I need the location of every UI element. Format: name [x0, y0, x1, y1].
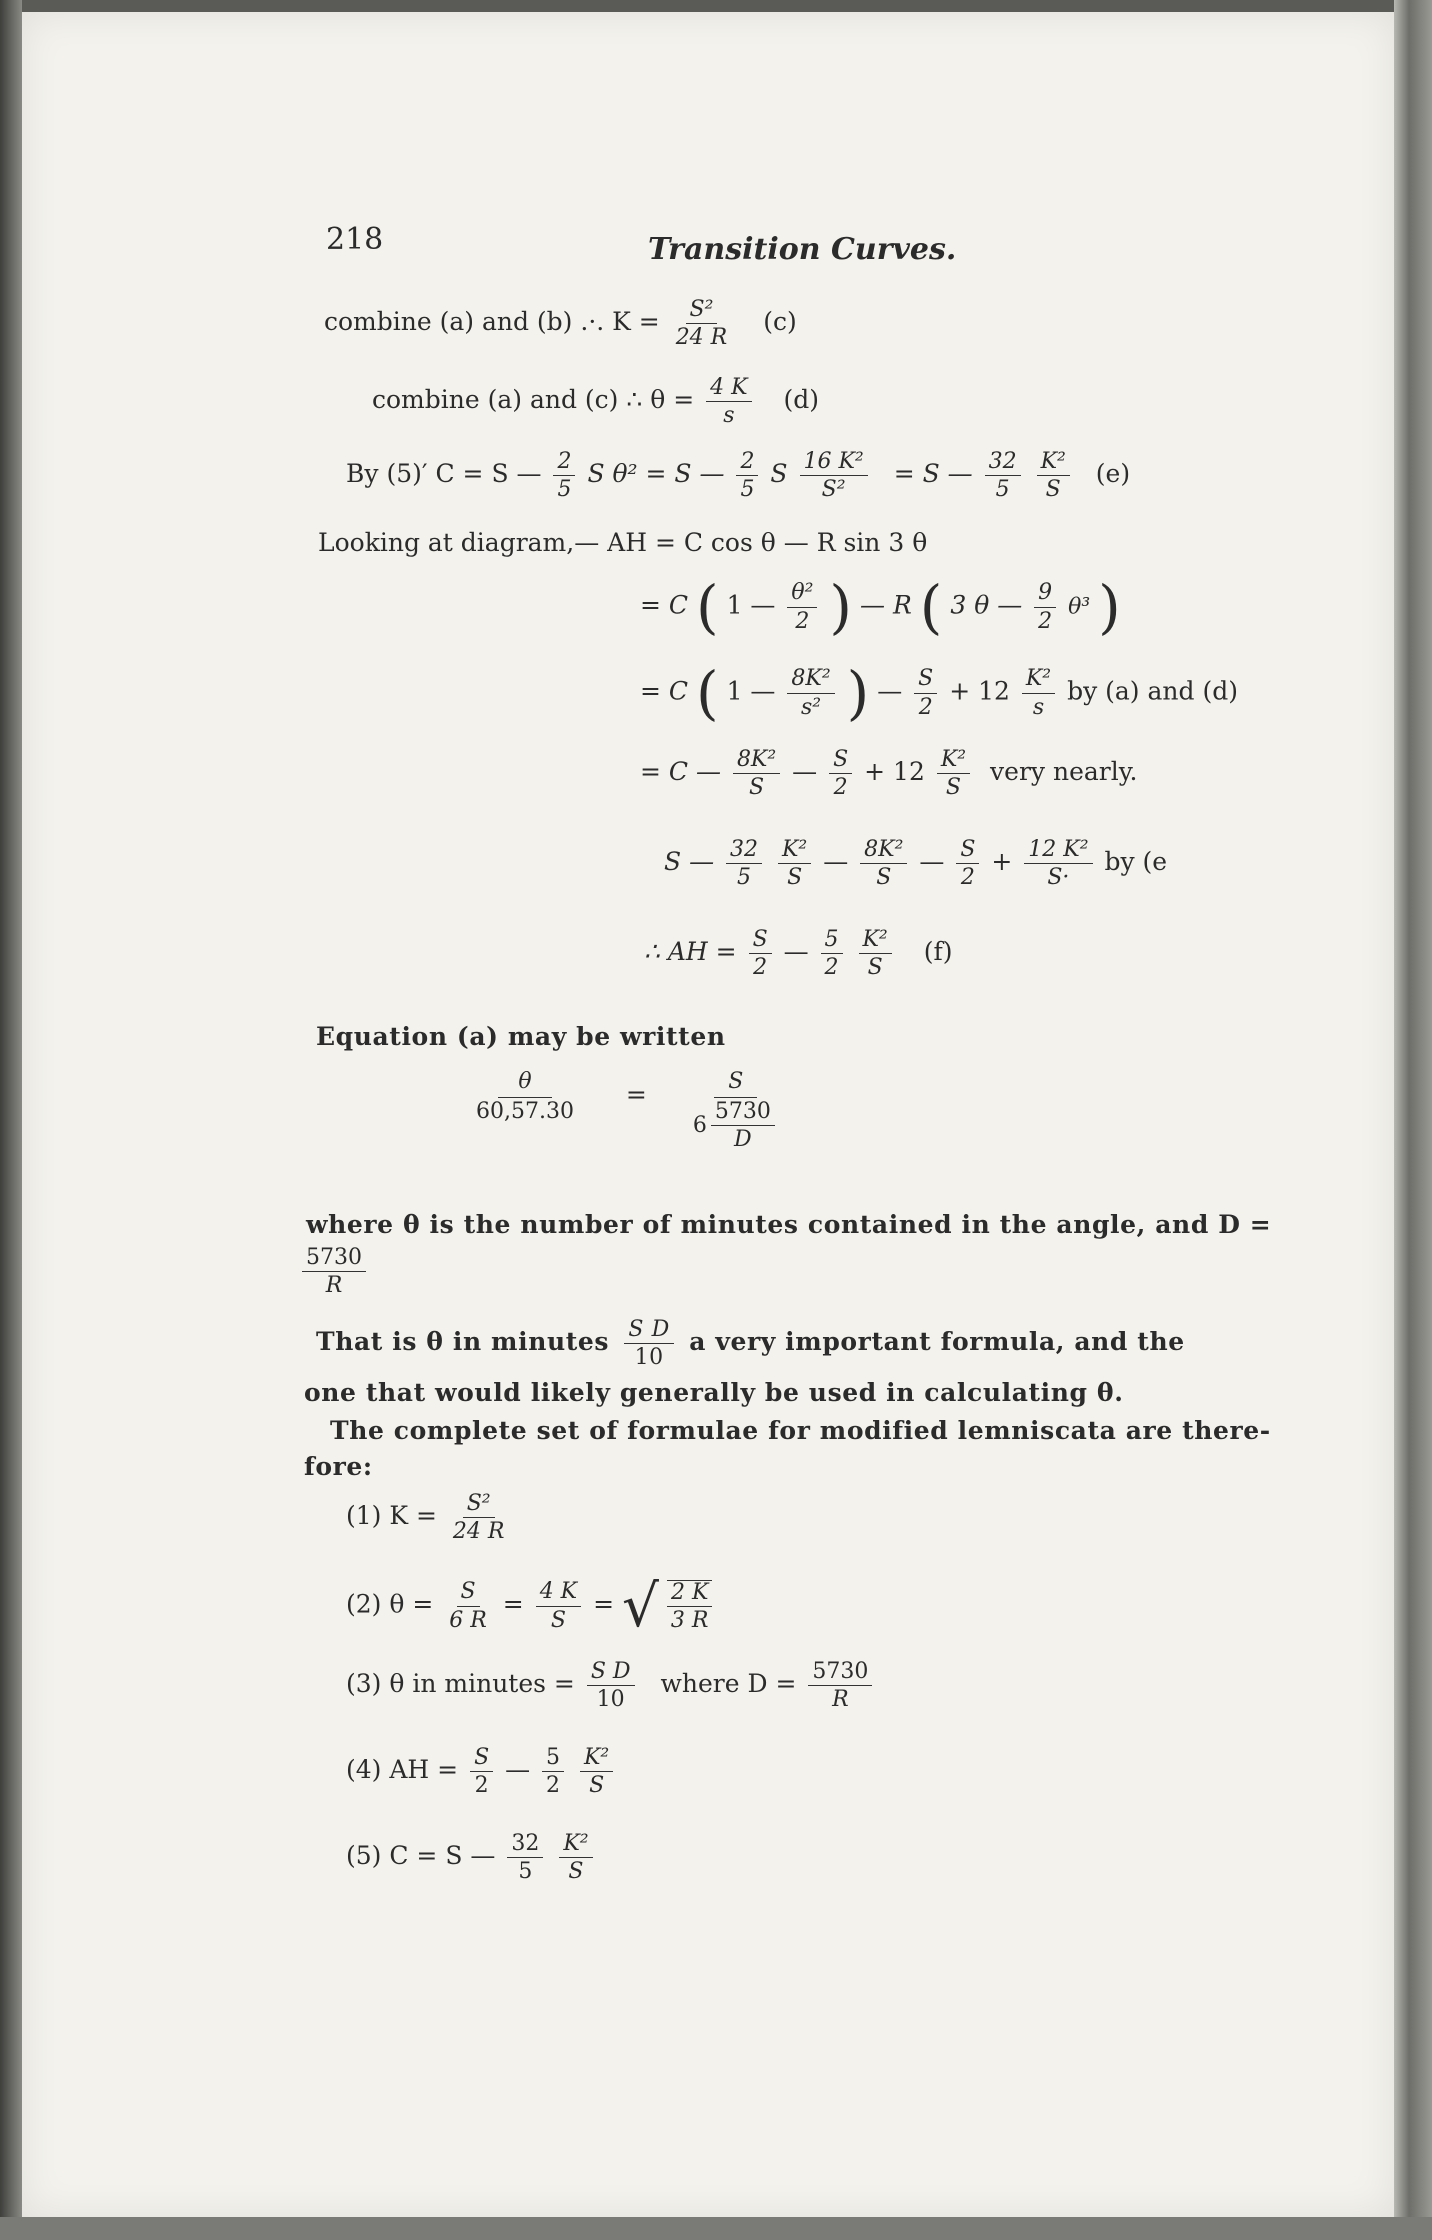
- fraction-numerator: S: [914, 667, 937, 693]
- paren: ): [846, 659, 870, 727]
- equation-minutes: [468, 1070, 787, 1151]
- equation-text: =: [593, 1589, 615, 1619]
- equation-tag: (e): [1095, 459, 1131, 489]
- equation-d: [372, 376, 819, 427]
- fraction-denominator: 2: [918, 694, 933, 720]
- fraction-numerator: 12 K²: [1024, 838, 1092, 864]
- fraction-denominator: S: [787, 865, 803, 891]
- fraction-denominator: 60,57.30: [476, 1099, 574, 1125]
- paragraph-complete: The complete set of formulae for modified lemniscata are there-: [330, 1416, 1271, 1445]
- fraction-numerator: 4 K: [536, 1580, 581, 1606]
- fraction-numerator: 32: [726, 838, 762, 864]
- text: a very important formula, and the: [689, 1327, 1185, 1357]
- fraction-numerator: S D: [624, 1318, 674, 1344]
- equation-text: By (5)′ C = S —: [346, 459, 542, 489]
- fraction-numerator: 5730: [808, 1660, 872, 1686]
- fraction-numerator: K²: [559, 1832, 592, 1858]
- fraction-denominator: 6 R: [449, 1607, 487, 1633]
- fraction-denominator: 24 R: [452, 1519, 505, 1545]
- equation-text: ∴ AH =: [644, 937, 737, 967]
- fraction-numerator: S: [470, 1746, 493, 1772]
- fraction-denominator: 10: [596, 1687, 625, 1713]
- fraction-numerator: 5: [542, 1746, 564, 1772]
- fraction-numerator: 5: [821, 928, 843, 954]
- fraction-denominator: D: [734, 1127, 752, 1153]
- equation-text: —: [792, 757, 818, 787]
- fraction-denominator: 2: [753, 955, 768, 981]
- fraction-denominator: 2: [795, 608, 810, 634]
- equation-text: = C: [640, 590, 689, 620]
- fraction-denominator: 2: [833, 775, 848, 801]
- equation-f: [644, 928, 952, 979]
- equation-text: combine (a) and (b) .·. K =: [324, 307, 660, 337]
- fraction-denominator: S: [568, 1859, 584, 1885]
- fraction-numerator: 2: [553, 450, 575, 476]
- equation-text: —: [877, 676, 903, 706]
- fraction-numerator: 2: [736, 450, 758, 476]
- equation-text: —: [783, 937, 809, 967]
- equation-text: S: [770, 459, 788, 489]
- equation-note: by (e: [1104, 847, 1168, 877]
- equation-text: 1 —: [726, 590, 776, 620]
- where-fraction: [302, 1246, 366, 1297]
- equation-text: S θ² = S —: [587, 459, 725, 489]
- fraction-denominator: S: [867, 955, 883, 981]
- paragraph-complete-cont: fore:: [304, 1452, 373, 1481]
- fraction-denominator: 5: [518, 1859, 533, 1885]
- fraction-denominator: 2: [474, 1773, 489, 1799]
- fraction-numerator: K²: [1037, 450, 1070, 476]
- formula-1: [346, 1492, 512, 1543]
- equation-tag: (d): [783, 385, 820, 415]
- fraction-numerator: K²: [580, 1746, 613, 1772]
- fraction-numerator: S: [714, 1070, 757, 1098]
- paren: (: [919, 573, 943, 641]
- equation-note: by (a) and (d): [1067, 676, 1238, 706]
- fraction-numerator: 8K²: [733, 748, 780, 774]
- equation-tag: (c): [763, 307, 797, 337]
- expansion-line-2: [640, 659, 1238, 727]
- fraction-denominator: 5: [995, 477, 1010, 503]
- equation-text: 3 θ —: [950, 590, 1023, 620]
- fraction-denominator: 5: [737, 865, 752, 891]
- formula-4: [346, 1746, 617, 1797]
- formula-lead: (5) C = S —: [346, 1841, 496, 1871]
- fraction-denominator: s: [1032, 694, 1045, 720]
- fraction-denominator: S: [749, 775, 765, 801]
- fraction-numerator: 4 K: [706, 376, 751, 402]
- fraction-numerator: S²: [463, 1492, 495, 1518]
- formula-lead: (2) θ =: [346, 1589, 434, 1619]
- equation-text: = S —: [893, 459, 973, 489]
- fraction-denominator: 2: [546, 1773, 561, 1799]
- equation-text: = C: [640, 676, 689, 706]
- expansion-line-3: [640, 748, 1137, 799]
- fraction-numerator: S: [829, 748, 852, 774]
- equation-text: =: [502, 1589, 524, 1619]
- fraction-denominator: 10: [634, 1345, 664, 1371]
- equation-text: =: [625, 1080, 647, 1110]
- equation-text: = C —: [640, 757, 721, 787]
- formula-lead: (1) K =: [346, 1501, 437, 1531]
- running-title: Transition Curves.: [648, 232, 957, 267]
- fraction-numerator: 32: [507, 1832, 543, 1858]
- fraction-denominator: 2: [824, 955, 839, 981]
- equation-text: θ³: [1068, 594, 1091, 620]
- fraction-denominator: s²: [800, 694, 822, 720]
- fraction-denominator: 5: [557, 477, 572, 503]
- formula-2: [346, 1572, 716, 1640]
- equation-text: S —: [664, 847, 715, 877]
- fraction-numerator: S D: [587, 1660, 635, 1686]
- paren: (: [695, 659, 719, 727]
- fraction-numerator: 2 K: [667, 1580, 712, 1607]
- radical-icon: √: [621, 1572, 659, 1640]
- fraction-denominator: S·: [1047, 865, 1070, 891]
- fraction-numerator: 8K²: [787, 667, 834, 693]
- fraction-numerator: θ²: [787, 581, 817, 607]
- equation-tag: (f): [923, 937, 953, 967]
- paren: (: [695, 573, 719, 641]
- fraction-numerator: K²: [859, 928, 892, 954]
- formula-5: [346, 1832, 597, 1883]
- formula-lead: (3) θ in minutes =: [346, 1669, 575, 1699]
- equation-note: very nearly.: [990, 757, 1138, 787]
- fraction-numerator: θ: [498, 1070, 551, 1098]
- equation-text: + 12: [864, 757, 925, 787]
- fraction-numerator: K²: [1022, 667, 1055, 693]
- fraction-denominator: S: [589, 1773, 605, 1799]
- diagram-line: Looking at diagram,— AH = C cos θ — R sin 3 θ: [318, 528, 928, 557]
- fraction-denominator: R: [832, 1687, 849, 1713]
- fraction-denominator: S: [876, 865, 892, 891]
- scan-edge-left: [0, 0, 22, 2240]
- fraction-denominator: R: [325, 1273, 343, 1299]
- fraction-denominator: 5: [740, 477, 755, 503]
- denominator-coefficient: 6: [692, 1113, 707, 1139]
- fraction-denominator: s: [723, 403, 735, 429]
- equation-text: — R: [860, 590, 912, 620]
- fraction-numerator: S²: [686, 298, 718, 324]
- equation-text: —: [823, 847, 849, 877]
- formula-lead: (4) AH =: [346, 1755, 459, 1785]
- fraction-denominator: [689, 1098, 783, 1151]
- fraction-numerator: S: [749, 928, 772, 954]
- equation-text: —: [505, 1755, 531, 1785]
- paragraph-where: where θ is the number of minutes contained in the angle, and D =: [306, 1210, 1272, 1239]
- fraction-numerator: 8K²: [860, 838, 907, 864]
- equation-text: +: [991, 847, 1013, 877]
- equation-c: [324, 298, 797, 349]
- formula-3: [346, 1660, 876, 1711]
- page-number: 218: [326, 222, 384, 257]
- paragraph-that-is: [316, 1318, 1185, 1369]
- equation-text: + 12: [949, 676, 1010, 706]
- fraction-denominator: 2: [1038, 608, 1053, 634]
- fraction-denominator: S: [1045, 477, 1061, 503]
- fraction-numerator: 5730: [711, 1100, 775, 1126]
- expansion-line-4: [664, 838, 1167, 889]
- equation-text: 1 —: [726, 676, 776, 706]
- fraction-numerator: S: [956, 838, 979, 864]
- paren: ): [1098, 573, 1121, 641]
- fraction-numerator: 5730: [302, 1246, 366, 1272]
- fraction-numerator: S: [457, 1580, 480, 1606]
- fraction-numerator: 9: [1034, 581, 1056, 607]
- fraction-denominator: S²: [821, 477, 846, 503]
- fraction-denominator: S: [945, 775, 961, 801]
- scan-edge-bottom: [0, 2217, 1432, 2240]
- equation-e: [346, 450, 1130, 501]
- fraction-numerator: K²: [778, 838, 811, 864]
- equation-text: —: [919, 847, 945, 877]
- scan-edge-right: [1394, 0, 1432, 2240]
- expansion-line-1: [640, 573, 1121, 641]
- paragraph-written: Equation (a) may be written: [316, 1022, 726, 1051]
- fraction-numerator: 32: [985, 450, 1021, 476]
- fraction-numerator: K²: [937, 748, 970, 774]
- fraction-denominator: 24 R: [675, 325, 728, 351]
- text: That is θ in minutes: [316, 1327, 610, 1357]
- fraction-denominator: 3 R: [670, 1608, 709, 1633]
- equation-text: where D =: [660, 1669, 797, 1699]
- fraction-denominator: S: [550, 1607, 566, 1633]
- paren: ): [829, 573, 853, 641]
- paragraph-one-that: one that would likely generally be used in calculating θ.: [304, 1378, 1124, 1407]
- equation-text: combine (a) and (c) ∴ θ =: [372, 385, 695, 415]
- fraction-numerator: 16 K²: [800, 450, 868, 476]
- fraction-denominator: 2: [960, 865, 975, 891]
